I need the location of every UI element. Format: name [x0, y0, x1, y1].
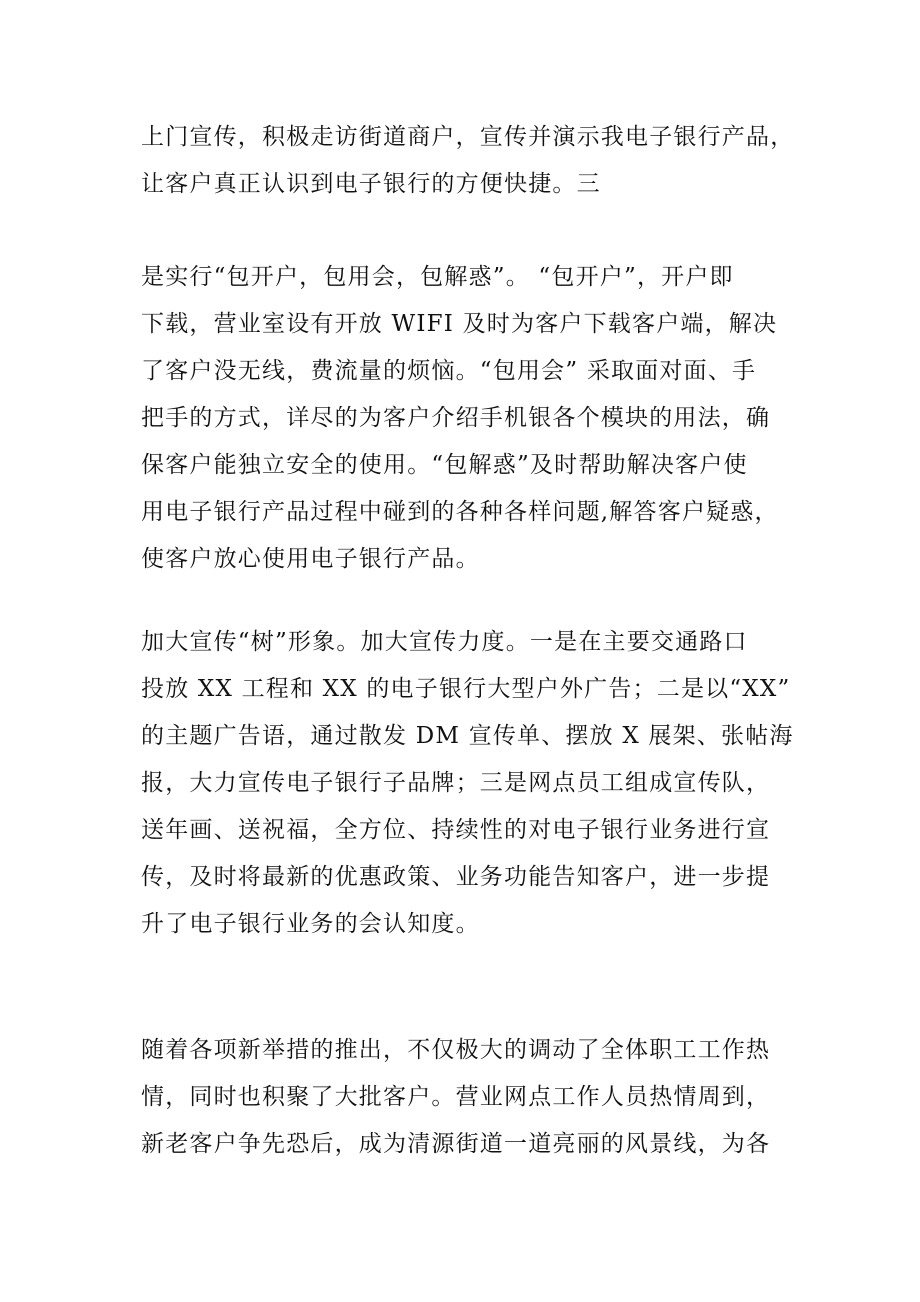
text-line: 用电子银行产品过程中碰到的各种各样问题,解答客户疑惑，: [141, 499, 779, 525]
text-line: 是实行“包开户，包用会，包解惑”。 “包开户”，开户即: [141, 264, 734, 290]
text-line: 上门宣传，积极走访街道商户，宣传并演示我电子银行产品，: [141, 124, 795, 150]
paragraph-2: [141, 254, 791, 583]
text-line: 让客户真正认识到电子银行的方便快捷。三: [141, 171, 601, 197]
text-line: 升了电子银行业务的会认知度。: [141, 911, 480, 937]
text-line: 把手的方式，详尽的为客户介绍手机银各个模块的用法，确: [141, 405, 771, 431]
paragraph-1: [141, 114, 795, 208]
text-line: 使客户放心使用电子银行产品。: [141, 546, 480, 572]
text-line: 传，及时将最新的优惠政策、业务功能告知客户，进一步提: [141, 864, 771, 890]
text-line: 了客户没无线，费流量的烦恼。“包用会” 采取面对面、手: [141, 358, 757, 384]
text-line: 投放 XX 工程和 XX 的电子银行大型户外广告；二是以“XX”: [141, 676, 791, 702]
text-line: 随着各项新举措的推出，不仅极大的调动了全体职工工作热: [141, 1037, 771, 1063]
text-line: 情，同时也积聚了大批客户。营业网点工作人员热情周到，: [141, 1084, 771, 1110]
paragraph-3: [141, 619, 794, 948]
text-line: 新老客户争先恐后，成为清源街道一道亮丽的风景线，为各: [141, 1131, 771, 1157]
text-line: 加大宣传“树”形象。加大宣传力度。一是在主要交通路口: [141, 629, 748, 655]
text-line: 下载，营业室设有开放 WIFI 及时为客户下载客户端，解决: [141, 311, 778, 337]
text-line: 保客户能独立安全的使用。“包解惑”及时帮助解决客户使: [141, 452, 748, 478]
text-line: 送年画、送祝福，全方位、持续性的对电子银行业务进行宣: [141, 817, 771, 843]
paragraph-4: [141, 1027, 791, 1168]
text-line: 报，大力宣传电子银行子品牌；三是网点员工组成宣传队，: [141, 770, 771, 796]
text-line: 的主题广告语，通过散发 DM 宣传单、摆放 X 展架、张帖海: [141, 723, 794, 749]
